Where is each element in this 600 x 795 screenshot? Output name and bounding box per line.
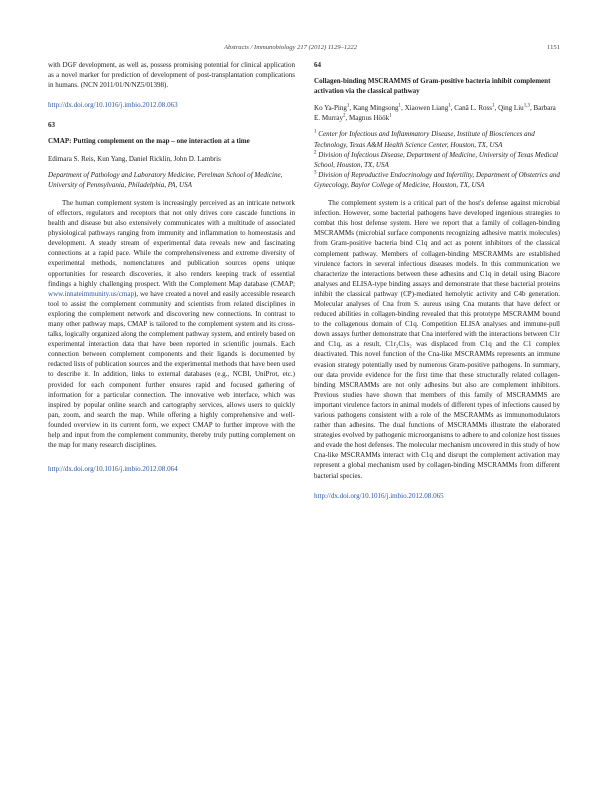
author-affiliation-marker: 1 <box>448 103 451 109</box>
author-affiliation-marker: 1 <box>346 103 350 109</box>
author-name: Canã L. Ross <box>454 104 493 113</box>
author-affiliation-marker: 2 <box>342 114 346 120</box>
continuation-text: with DGF development, as well as, possess promising potential for clinical application as a novel marker for prediction of development of post-transplantation complications in humans. (NCN 2011/01/N/NZ5/01398). <box>48 61 295 90</box>
body-text-part1: The human complement system is increasingly perceived as an intricate network of effectors, regulators and receptors that not only drives core cascade functions in health and disease but also extensively communicates with a multitude of associated physiological pathways ranging from immunity and inflammation to homeostasis and development. A steady stream of experimental data reveals new and fascinating connections at a rapid pace. While the comprehensiveness and extreme diversity of experimental methods, nomenclatures and publication sources opens unique opportunities for research discoveries, it also renders keeping track of essential findings a highly challenging prospect. With the Complement Map database (CMAP; <box>48 198 295 288</box>
doi-link-065[interactable]: http://dx.doi.org/10.1016/j.imbio.2012.08.065 <box>314 491 444 500</box>
author-affiliation-marker: 1,3 <box>523 103 530 109</box>
affiliation-marker: 1 <box>314 130 317 136</box>
cmap-link[interactable]: www.innateimmunity.us/cmap <box>48 289 134 298</box>
abstract-authors-64: Ko Ya-Ping$^1$, Kang Mingsong$^1$, Xiaowen Liang$^1$, Canã L. Ross$^1$, Qing Liu$^{1,3}$, Barbara E. Murray$^2$, Magnus Höök$^1$ <box>314 103 556 123</box>
author-name: Xiaowen Liang <box>404 104 449 113</box>
affiliation-item <box>314 170 560 190</box>
author-affiliation-marker: 1 <box>389 114 392 120</box>
left-column <box>48 60 295 484</box>
affiliation-text: Center for Infectious and Inflammatory Disease, Institute of Biosciences and Technology, Texas A&M Health Science Center, Houston, TX, USA <box>314 130 535 149</box>
abstract-number-63: 63 <box>48 121 56 130</box>
author-name: Kang Mingsong <box>352 104 399 113</box>
author-name: Barbara E. Murray <box>314 104 556 123</box>
author-name: Qing Liu <box>498 104 524 113</box>
abstract-body-64: The complement system is a critical part of the host's defense against microbial infection. However, some bacterial pathogens have developed ingenious strategies to combat this host defense system. Here we report that a family of collagen-binding MSCRAMMs (microbial surface components recognizing adhesive matrix molecules) from Gram-positive bacteria bind C1q and act as potent inhibitors of the classical complement pathway. Members of collagen-binding MSCRAMMs are established virulence factors in several infectious diseases models. In this communication we characterize the interactions between these adhesins and C1q in detail using Biacore analyses and ELISA-type binding assays and demonstrate that these bacterial proteins inhibit the classical pathway (CP)-mediated hemolytic activity and C4b generation. Molecular analyses of Cna from S. aureus using Cna mutants that have defect or reduced abilities in collagen-binding revealed that this prototype MSCRAMM bound to the collagenous domain of C1q. Competition ELISA analyses and immune-pull down assays further demonstrate that Cna interfered with the interactions between C1r and C1q, as a result, C1r₂C1s₂ was displaced from C1q and the C1 complex deactivated. This novel function of the Cna-like MSCRAMMs represents an immune evasion strategy potentially used by numerous Gram-positive pathogens. In summary, our data provide evidence for the first time that these structurally related collagen-binding MSCRAMMs are not only adhesins but also are complement inhibitors. Previous studies have shown that members of this family of MSCRAMMS are important virulence factors in animal models of different types of infections caused by various pathogens consistent with a role of the MSCRAMMs as immunomodulators rather than adhesins. The dual functions of MSCRAMMs illustrate the elaborated strategies evolved by pathogenic microorganisms to adhere to and colonize host tissues and evade the host defenses. The molecular mechanism uncovered in this study of how Cna-like MSCRAMMs interact with C1q and disrupt the complement activation may represent a global mechanism used by collagen-binding MSCRAMMs from different bacterial species. <box>314 199 560 480</box>
abstract-body-63 <box>48 198 295 450</box>
abstract-title-64: Collagen-binding MSCRAMMS of Gram-positive bacteria inhibit complement activation via the classical pathway <box>314 77 551 96</box>
author-name: Magnus Höök <box>349 114 390 123</box>
journal-citation: Abstracts / Immunobiology 217 (2012) 1129–1222 <box>224 44 358 51</box>
affiliation-text: Division of Reproductive Endocrinology and Infertility, Department of Obstetrics and Gynecology, Baylor College of Medicine, Houston, TX, USA <box>314 170 560 189</box>
doi-link-064[interactable]: http://dx.doi.org/10.1016/j.imbio.2012.08.064 <box>48 465 178 474</box>
abstract-authors-63: Edimara S. Reis, Kun Yang, Daniel Ricklin, John D. Lambris <box>48 154 221 163</box>
right-column <box>314 60 560 501</box>
author-affiliation-marker: 1 <box>398 103 402 109</box>
affiliation-item <box>314 129 560 149</box>
body-text-part2: ), we have created a novel and easily accessible research tool to assist the complement community and scientists from related disciplines in exploring the complement network and discovering new connections. In contrast to many other pathway maps, CMAP is tailored to the complement system and its cross-talks, logically organized along the complement pathway system, and entirely based on experimental interaction data that have been reported in scientific journals. Each connection between complement components and their ligands is documented by redacted lists of publication sources and the experimental methods that have been used to describe it. In addition, links to external databases (e.g., NCBI, UniProt, etc.) provided for each component further ensures rapid and focused gathering of information for a particular connection. The innovative web interface, which was inspired by popular online search and cartography services, allows users to quickly pan, zoom, and search the map. While offering a highly comprehensive and well-founded overview in its current form, we expect CMAP to further improve with the help and input from the complement community, thereby truly putting complement on the map for many research disciplines. <box>48 289 295 450</box>
abstract-affiliations-64 <box>314 129 560 190</box>
doi-link-063[interactable]: http://dx.doi.org/10.1016/j.imbio.2012.08.063 <box>48 101 178 110</box>
page-number: 1151 <box>547 44 560 51</box>
abstract-affiliation-63: Department of Pathology and Laboratory Medicine, Perelman School of Medicine, University of Pennsylvania, Philadelphia, PA, USA <box>48 170 283 189</box>
page-header <box>48 44 560 56</box>
author-name: Ko Ya-Ping <box>314 104 347 113</box>
abstract-title-63: CMAP: Putting complement on the map – one interaction at a time <box>48 137 250 146</box>
affiliation-marker: 3 <box>314 170 317 176</box>
author-affiliation-marker: 1 <box>492 103 495 109</box>
abstract-number-64: 64 <box>314 61 322 69</box>
affiliation-item <box>314 150 560 170</box>
affiliation-text: Division of Infectious Disease, Department of Medicine, University of Texas Medical School, Houston, TX, USA <box>314 150 558 169</box>
affiliation-marker: 2 <box>314 150 317 156</box>
